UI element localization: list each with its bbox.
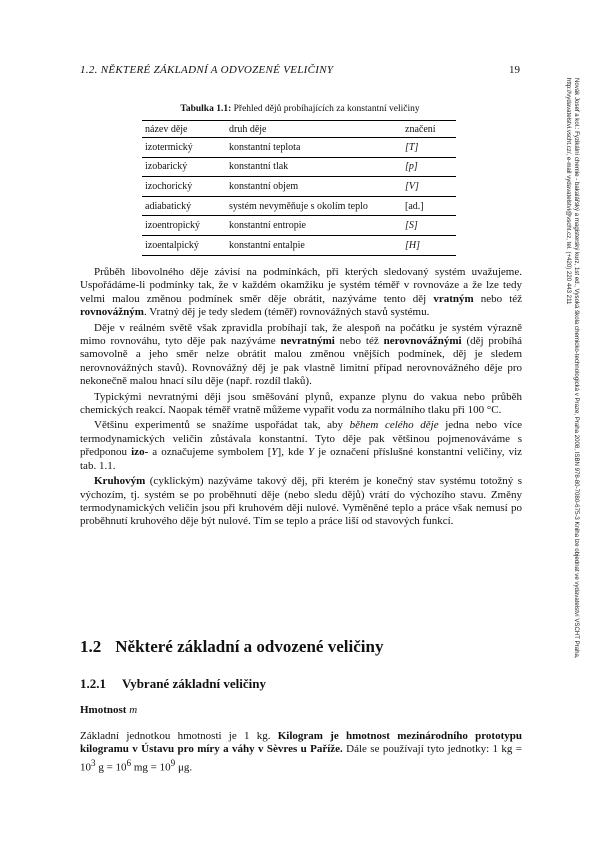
text-run: Dále se používají tyto jednotky: 1 kg = 10	[80, 743, 522, 774]
text-run: (děj probíhá samovolně a jeho směr nelze obrátit malou změnou vnějších podmínek, děj je sledem nerovnovážných stavů). Rovnovážný děj je pak vlastně limitní případ nerovnovážného děje pro nekonečně malou hnací sílu děje (např. rozdíl tlaků).	[80, 335, 523, 388]
subsection-title: Vybrané základní veličiny	[122, 676, 266, 691]
paragraph-heading-text: Hmotnost	[80, 704, 130, 716]
table-cell: [V]	[405, 180, 419, 192]
kilogram-definition: Kilogram je hmotnost mezinárodního prototypu kilogramu v Ústavu pro míry a váhy v Sèvres u Paříže.	[80, 730, 522, 756]
table-cell: izoentropický	[145, 220, 200, 232]
math-symbol: m	[129, 704, 138, 716]
table-cell: [S]	[405, 220, 418, 232]
paragraph-examples: Typickými nevratnými ději jsou směšování plynů, expanze plynu do vakua nebo průběh chemických reakcí. Naopak téměř vratně můžeme vypařit vodu za normálního tlaku při 100 °C.	[80, 390, 522, 417]
emphasis: během celého děje	[349, 419, 439, 432]
text-run: (cyklickým) nazýváme takový děj, při kterém je konečný stav systému totožný s výchozím, tj. systém se po proběhnutí děje (nebo sledu dějů) vrátí do výchozího stavu. Změny termodynamických veličin jsou při kruhovém ději nulové. Vyměněné teplo a práce však nemusí po proběhnutí kruhového děje být nulové. Tím se teplo a práce liší od stavových funkcí.	[80, 475, 522, 528]
body-text	[80, 266, 522, 531]
text-run: ], kde	[277, 446, 308, 459]
text-run: μg.	[175, 761, 193, 774]
math-symbol: Y	[271, 446, 278, 459]
term-cyclic: Kruhovým	[94, 475, 146, 488]
table-cell: [ad.]	[405, 200, 424, 212]
paragraph-heading	[80, 704, 137, 716]
table-cell: [p]	[405, 161, 418, 173]
paragraph-irreversible	[80, 322, 522, 389]
table-header-cell: značení	[405, 124, 436, 135]
running-head	[80, 64, 520, 76]
table-header-cell: druh děje	[229, 124, 267, 135]
table-row	[142, 235, 456, 255]
mass-text	[80, 730, 522, 775]
page-number: 19	[509, 64, 520, 76]
table-cell: konstantní tlak	[229, 161, 289, 173]
term-irreversible: nevratnými	[280, 335, 335, 348]
text-run: . Vratný děj je tedy sledem (téměř) rovnovážných stavů systému.	[143, 306, 430, 319]
text-run: nebo též	[473, 292, 523, 305]
table-cell: [H]	[405, 239, 421, 251]
exponent: 6	[126, 757, 132, 768]
section-heading	[80, 637, 383, 657]
table-row	[142, 196, 456, 216]
table-cell: adiabatický	[145, 200, 192, 212]
text-run: g = 10	[95, 761, 127, 774]
subsection-heading	[80, 676, 266, 692]
paragraph-reversible	[80, 266, 522, 320]
table-cell: konstantní entropie	[229, 220, 306, 232]
table-cell: izoentalpický	[145, 239, 199, 251]
table-cell: izochorický	[145, 180, 193, 192]
table-cell: systém nevyměňuje s okolím teplo	[229, 200, 368, 212]
paragraph-cyclic	[80, 475, 522, 529]
paragraph-iso	[80, 419, 522, 473]
table-row	[142, 216, 456, 236]
paragraph-mass	[80, 730, 522, 775]
text-run: jedna nebo více termodynamických veličin zůstávala konstantní. Tyto děje pak většinou pojmenováváme s předponou	[80, 419, 522, 459]
text-run: Většinu experimentů se snažíme uspořádat tak, aby	[94, 419, 350, 432]
text-run: nebo též	[334, 335, 384, 348]
table-row	[142, 157, 456, 177]
term-reversible: vratným	[433, 292, 474, 305]
subsection-number: 1.2.1	[80, 676, 106, 691]
math-symbol: Y	[307, 446, 315, 459]
term-nonequilibrium: nerovnovážnými	[383, 335, 462, 348]
table-row	[142, 177, 456, 197]
side-note: Novák Josef a kol.: Fyzikální chemie - bakalářský a magisterský kurz, 1st ed., Vysoká škola chemicko-technologická v Praze, Praha 2008, ISBN 978-80-7080-675-3 Kniha lze objednat ve vydavatelství VŠCHT Praha, http://vydavatelstvi.vscht.cz/, e-mail vydavatelstvi@vscht.cz, tel. (+420) 220 443 211	[565, 78, 580, 659]
section-number: 1.2	[80, 637, 102, 656]
text-run: mg = 10	[131, 761, 171, 774]
text-run: Děje v reálném světě však zpravidla probíhají tak, že alespoň na počátku je systém výrazně mimo rovnováhu, tyto děje pak nazýváme	[80, 321, 522, 348]
table-cell: izobarický	[145, 161, 188, 173]
text-run: Průběh libovolného děje závisí na podmínkách, při kterých sledovaný systém uvažujeme. Uspořádáme-li podmínky tak, že v každém okamžiku je systém téměř v rovnováze a že lze tedy velmi malou změnou podmínek směr děje obrátit, nazýváme tento děj	[80, 266, 522, 305]
text-run: Základní jednotkou hmotnosti je 1 kg.	[80, 730, 278, 742]
table-cell: konstantní entalpie	[229, 239, 305, 251]
text-run: a označujeme symbolem [	[148, 446, 272, 459]
table-header-cell: název děje	[145, 124, 188, 135]
table-cell: [T]	[405, 141, 419, 153]
exponent: 9	[170, 757, 176, 768]
table-caption	[0, 104, 600, 114]
table-caption-text: Přehled dějů probíhajících za konstantní veličiny	[231, 104, 420, 114]
running-head-title: 1.2. NĚKTERÉ ZÁKLADNÍ A ODVOZENÉ VELIČINY	[80, 64, 334, 76]
term-equilibrium: rovnovážným	[80, 306, 144, 319]
process-table	[142, 120, 456, 256]
table-header-row	[142, 121, 456, 138]
table-row	[142, 138, 456, 158]
table-cell: konstantní objem	[229, 180, 299, 192]
table-cell: izotermický	[145, 141, 193, 153]
term-iso: izo-	[131, 446, 149, 459]
table-cell: konstantní teplota	[229, 141, 301, 153]
exponent: 3	[91, 757, 96, 768]
section-title: Některé základní a odvozené veličiny	[115, 637, 384, 656]
table-caption-label: Tabulka 1.1:	[180, 104, 232, 114]
text-run: je označení příslušné konstantní veličiny, viz tab. 1.1.	[80, 446, 523, 472]
